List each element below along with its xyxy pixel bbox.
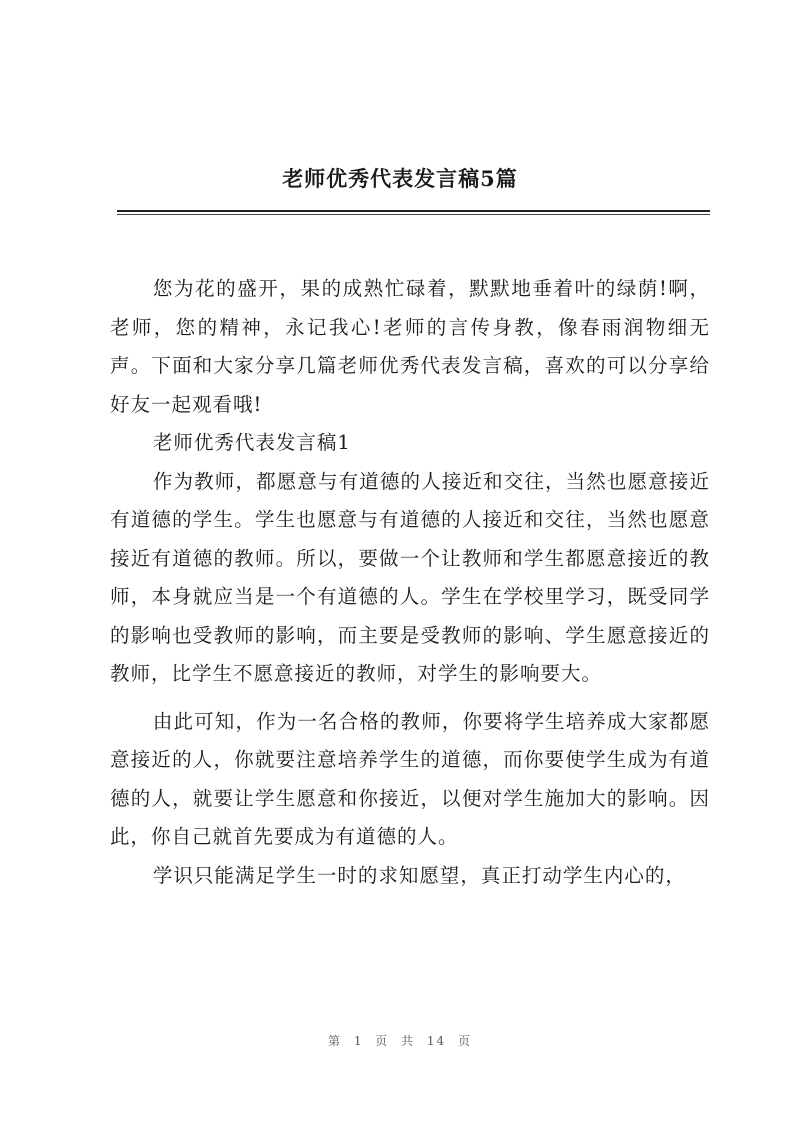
body-paragraph: 作为教师，都愿意与有道德的人接近和交往，当然也愿意接近有道德的学生。学生也愿意与有道德的人接近和交往，当然也愿意接近有道德的教师。所以，要做一个让教师和学生都愿意接近的教师，本身就应当是一个有道德的人。学生在学校里学习，既受同学的影响也受教师的影响，而主要是受教师的影响、学生愿意接近的教师，比学生不愿意接近的教师，对学生的影响要大。 <box>110 469 710 685</box>
intro-paragraph: 您为花的盛开，果的成熟忙碌着，默默地垂着叶的绿荫!啊，老师，您的精神，永记我心!老师的言传身教，像春雨润物细无声。下面和大家分享几篇老师优秀代表发言稿，喜欢的可以分享给好友一起观看哦! <box>110 277 710 416</box>
title-divider-thin <box>117 214 710 215</box>
page-number: 第 1 页 共 14 页 <box>328 1034 472 1048</box>
body-paragraph: 由此可知，作为一名合格的教师，你要将学生培养成大家都愿意接近的人，你就要注意培养学生的道德，而你要使学生成为有道德的人，就要让学生愿意和你接近，以便对学生施加大的影响。因此，你自己就首先要成为有道德的人。 <box>110 709 710 848</box>
body-paragraph: 学识只能满足学生一时的求知愿望，真正打动学生内心的， <box>152 863 686 887</box>
title-divider <box>117 210 710 212</box>
document-title: 老师优秀代表发言稿5篇 <box>282 166 518 191</box>
section-heading: 老师优秀代表发言稿1 <box>152 431 351 454</box>
document-body <box>110 270 710 895</box>
